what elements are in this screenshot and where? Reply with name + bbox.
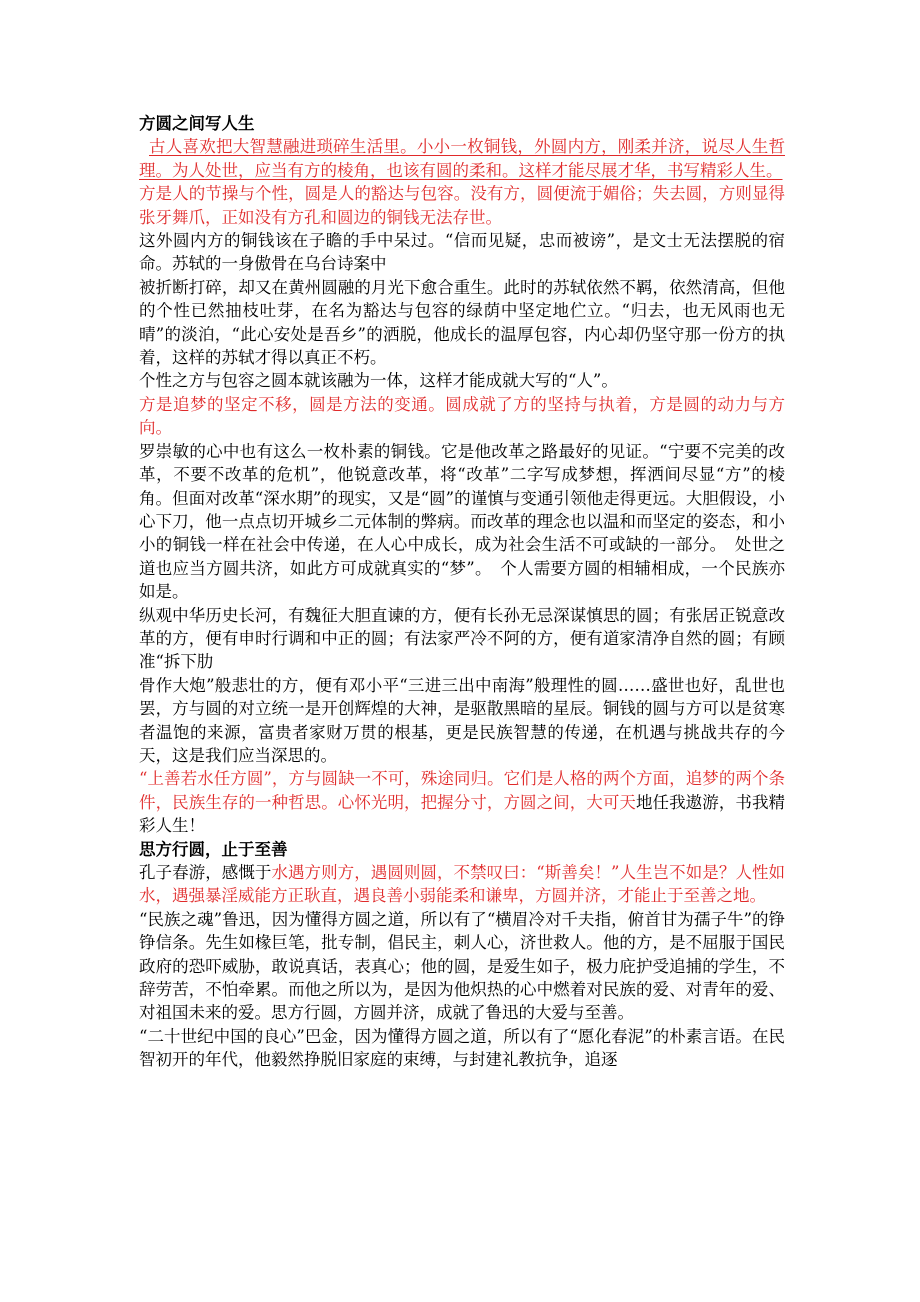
essay-title-2: 思方行圆，止于至善 [139,839,288,859]
paragraph-8 [139,767,785,837]
paragraph-10: “民族之魂”鲁迅，因为懂得方圆之道，所以有了“横眉冷对千夫指，俯首甘为孺子牛”的铮铮信条。先生如椽巨笔，批专制，倡民主，刺人心，济世救人。他的方，是不屈服于国民政府的恐吓威胁，敢说真话，表真心；他的圆，是爱生如子，极力庇护受追捕的学生，不辞劳苦，不怕牵累。而他之所以为，是因为他炽热的心中燃着对民族的爱、对青年的爱、对祖国未来的爱。思方行圆，方圆并济，成就了鲁迅的大爱与至善。 [139,909,785,1023]
paragraph-8-red: “上善若水任方圆”，方与圆缺一不可，殊途同归。它们是人格的两个方面，追梦的两个条件，民族生存的一种哲思。心怀光明，把握分寸，方圆之间，大可天 [139,769,785,812]
paragraph-7a: 纵观中华历史长河，有魏征大胆直谏的方，便有长孙无忌深谋慎思的圆；有张居正锐意改革的方，便有申时行调和中正的圆；有法家严冷不阿的方，便有道家清净自然的圆；有顾准“拆下肋 [139,605,785,672]
paragraph-4: 个性之方与包容之圆本就该融为一体，这样才能成就大写的“人”。 [139,371,618,391]
paragraph-9-black: 孔子春游，感慨于 [139,863,272,882]
paragraph-intro: 古人喜欢把大智慧融进琐碎生活里。小小一枚铜钱，外圆内方，刚柔并济，说尽人生哲理。为人处世，应当有方的棱角，也该有圆的柔和。这样才能尽展才华，书写精彩人生。 [139,137,785,180]
paragraph-3b: 被折断打碎，却又在黄州圆融的月光下愈合重生。此时的苏轼依然不羁，依然清高，但他的个性已然抽枝吐芽，在名为豁达与包容的绿荫中坚定地伫立。“归去，也无风雨也无晴”的淡泊，“此心安处是吾乡”的洒脱，他成长的温厚包容，内心却仍坚守那一份方的执着，这样的苏轼才得以真正不朽。 [139,277,785,368]
paragraph-8-black: 地任我遨游，书我精彩人生！ [139,792,786,836]
paragraph-9 [139,861,785,908]
paragraph-7b: 骨作大炮”般悲壮的方，便有邓小平“三进三出中南海”般理性的圆……盛世也好，乱世也罢，方与圆的对立统一是开创辉煌的大神，是驱散黑暗的星辰。铜钱的圆与方可以是贫寒者温饱的来源，富贵者家财万贯的根基，更是民族智慧的传递，在机遇与挑战共存的今天，这是我们应当深思的。 [139,675,785,765]
paragraph-3a: 这外圆内方的铜钱该在子瞻的手中呆过。“信而见疑，忠而被谤”，是文士无法摆脱的宿命。苏轼的一身傲骨在乌台诗案中 [139,231,785,274]
document-body [139,112,785,1072]
paragraph-11: “二十世纪中国的良心”巴金，因为懂得方圆之道，所以有了“愿化春泥”的朴素言语。在民智初开的年代，他毅然挣脱旧家庭的束缚，与封建礼教抗争，追逐 [139,1026,785,1070]
paragraph-9-red: 水遇方则方，遇圆则圆，不禁叹曰：“斯善矣！”人生岂不如是？人性如水，遇强暴淫威能方正耿直，遇良善小弱能柔和谦卑，方圆并济，才能止于至善之地。 [139,863,785,906]
paragraph-6: 罗崇敏的心中也有这么一枚朴素的铜钱。它是他改革之路最好的见证。“宁要不完美的改革，不要不改革的危机”，他锐意改革，将“改革”二字写成梦想，挥洒间尽显“方”的棱角。但面对改革“深水期”的现实，又是“圆”的谨慎与变通引领他走得更远。大胆假设，小心下刀，他一点点切开城乡二元体制的弊病。而改革的理念也以温和而坚定的姿态，和小小的铜钱一样在社会中传递，在人心中成长，成为社会生活不可或缺的一部分。 处世之道也应当方圆共济，如此方可成就真实的“梦”。 个人需要方圆的相辅相成，一个民族亦如是。 [139,441,785,602]
essay-title-1: 方圆之间写人生 [139,114,255,133]
paragraph-2: 方是人的节操与个性，圆是人的豁达与包容。没有方，圆便流于媚俗；失去圆，方则显得张牙舞爪，正如没有方孔和圆边的铜钱无法存世。 [139,184,785,227]
paragraph-5: 方是追梦的坚定不移，圆是方法的变通。圆成就了方的坚持与执着，方是圆的动力与方向。 [139,394,785,438]
